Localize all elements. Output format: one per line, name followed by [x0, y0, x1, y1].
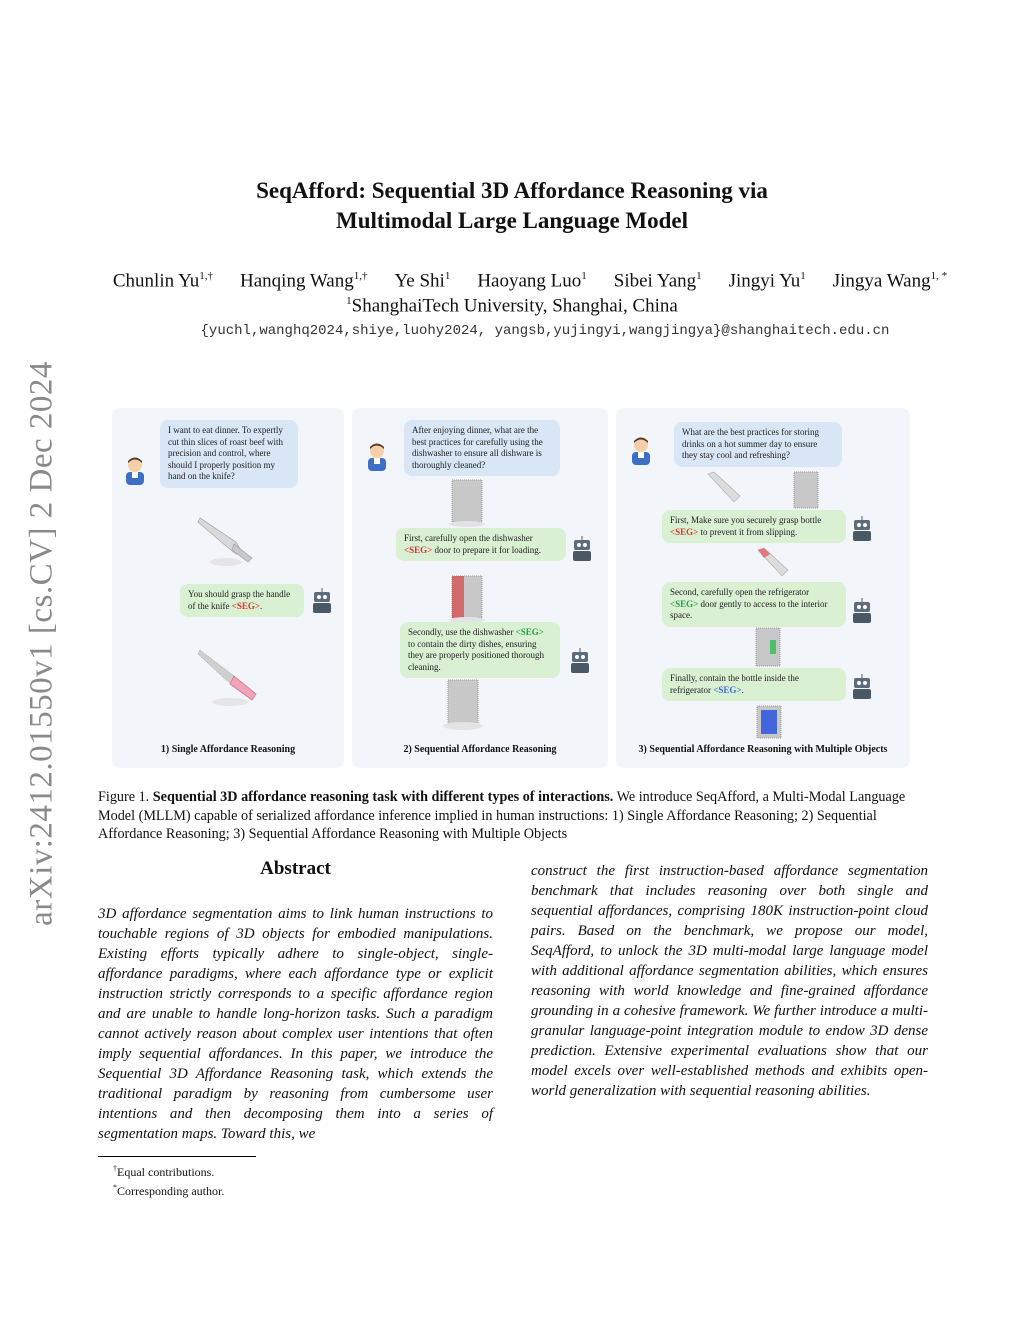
knife-highlighted-object-icon [196, 646, 266, 712]
abstract-column-left: 3D affordance segmentation aims to link human instructions to touchable regions of 3D objects for embodied manipulations. Existing efforts typically adhere to single-object, single-affordance paradigms, where each affordance type or explicit instruction strictly corresponds to a specific affordance region and are unable to handle long-horizon tasks. Such a paradigm cannot actively reason about complex user intentions that often imply sequential affordances. In this paper, we introduce the Sequential 3D Affordance Reasoning task, which extends the traditional paradigm by reasoning from cumbersome user intentions and then decomposing them into a series of segmentation maps. Toward this, we [98, 906, 493, 1142]
author: Hanqing Wang$^{1,\dagger}$ [240, 270, 368, 292]
refrigerator-object-icon [788, 470, 824, 512]
robot-assistant-icon [850, 674, 874, 700]
figure-caption: Figure 1. Sequential 3D affordance reasoning task with different types of interactions. We introduce SeqAfford, a Multi-Modal Language Model (MLLM) capable of serialized affordance inference implied in human instructions: 1) Single Affordance Reasoning; 2) Sequential Affordance Reasoning; 3) Sequential Affordance Reasoning with Multiple Objects [98, 789, 906, 842]
figure-panel-single [112, 408, 344, 768]
footnotes [113, 1161, 224, 1199]
dishwasher-door-highlight-icon [448, 572, 488, 624]
dishwasher-interior-highlight-icon [442, 676, 488, 732]
user-avatar-icon [628, 436, 654, 466]
panel-caption: 2) Sequential Affordance Reasoning [403, 744, 557, 755]
assistant-answer-bubble: First, carefully open the dishwasher <SEG> door to prepare it for loading. [396, 528, 566, 561]
robot-assistant-icon [310, 588, 334, 614]
panel-caption: 3) Sequential Affordance Reasoning with Multiple Objects [638, 744, 888, 755]
footnote-divider [98, 1156, 256, 1157]
figure-panel-multi-object [616, 408, 910, 768]
robot-assistant-icon [850, 598, 874, 624]
robot-assistant-icon [568, 648, 592, 674]
panel-caption: 1) Single Affordance Reasoning [160, 744, 296, 755]
abstract-column-right: construct the first instruction-based affordance segmentation benchmark that includes reasoning over both single and sequential affordances, comprising 180K instruction-point cloud pairs. Based on the benchmark, we propose our model, SeqAfford, to unlock the 3D multi-modal large language model with additional affordance segmentation abilities, which ensures reasoning with world knowledge and fine-grained affordance grounding in a cohesive framework. We further introduce a multi-granular language-point integration module to endow 3D dense prediction. Extensive experimental evaluations show that our model excels over well-established methods and exhibits open-world generalization with sequential reasoning abilities. [531, 863, 928, 1099]
bottle-object-icon [704, 470, 748, 506]
author: Jingya Wang$^{1, *}$ [832, 270, 948, 292]
refrigerator-interior-highlight-icon [752, 704, 786, 742]
affiliation: $^1$ShanghaiTech University, Shanghai, China [346, 295, 678, 317]
user-question-bubble: I want to eat dinner. To expertly cut thin slices of roast beef with precision and control, where should I properly position my hand on the knife? [160, 420, 298, 488]
author: Ye Shi$^1$ [394, 270, 451, 292]
author-list [60, 270, 1000, 292]
robot-assistant-icon [570, 536, 594, 562]
assistant-answer-bubble: Second, carefully open the refrigerator <SEG> door gently to access to the interior space. [662, 582, 846, 627]
assistant-answer-bubble: You should grasp the handle of the knife <SEG>. [180, 584, 304, 617]
footnote: *Corresponding author. [113, 1183, 225, 1198]
bottle-highlighted-object-icon [754, 546, 794, 580]
author: Chunlin $Yu^{1,\dagger}$ [112, 270, 214, 292]
figure-panel-sequential [352, 408, 608, 768]
knife-object-icon [196, 512, 258, 572]
paper-title [0, 176, 1024, 236]
refrigerator-door-highlight-icon [750, 626, 786, 670]
title-line-2: Multimodal Large Language Model [335, 208, 689, 233]
author: Jingyi Yu$^1$ [728, 270, 806, 292]
assistant-answer-bubble: Secondly, use the dishwasher <SEG> to contain the dirty dishes, ensuring they are properly positioned thorough cleaning. [400, 622, 560, 678]
dishwasher-object-icon [448, 476, 488, 528]
author: Sibei Yang$^1$ [613, 270, 702, 292]
email-addresses: {yuchl,wanghq2024,shiye,luohy2024, yangsb,yujingyi,wangjingya}@shanghaitech.edu.cn [200, 323, 890, 339]
user-avatar-icon [122, 456, 148, 486]
user-avatar-icon [364, 442, 390, 472]
assistant-answer-bubble: First, Make sure you securely grasp bottle <SEG> to prevent it from slipping. [662, 510, 846, 543]
abstract-heading: Abstract [260, 858, 331, 879]
assistant-answer-bubble: Finally, contain the bottle inside the refrigerator <SEG>. [662, 668, 846, 701]
user-question-bubble: After enjoying dinner, what are the best practices for carefully using the dishwasher to ensure all dishware is thoroughly cleaned? [404, 420, 560, 476]
robot-assistant-icon [850, 516, 874, 542]
user-question-bubble: What are the best practices for storing drinks on a hot summer day to ensure they stay cool and refreshing? [674, 422, 842, 467]
title-line-1: SeqAfford: Sequential 3D Affordance Reasoning via [256, 178, 768, 203]
footnote: †Equal contributions. [113, 1164, 215, 1179]
author: Haoyang Luo$^1$ [477, 270, 587, 292]
arxiv-identifier: arXiv:2412.01550v1 [cs.CV] 2 Dec 2024 [23, 361, 60, 926]
